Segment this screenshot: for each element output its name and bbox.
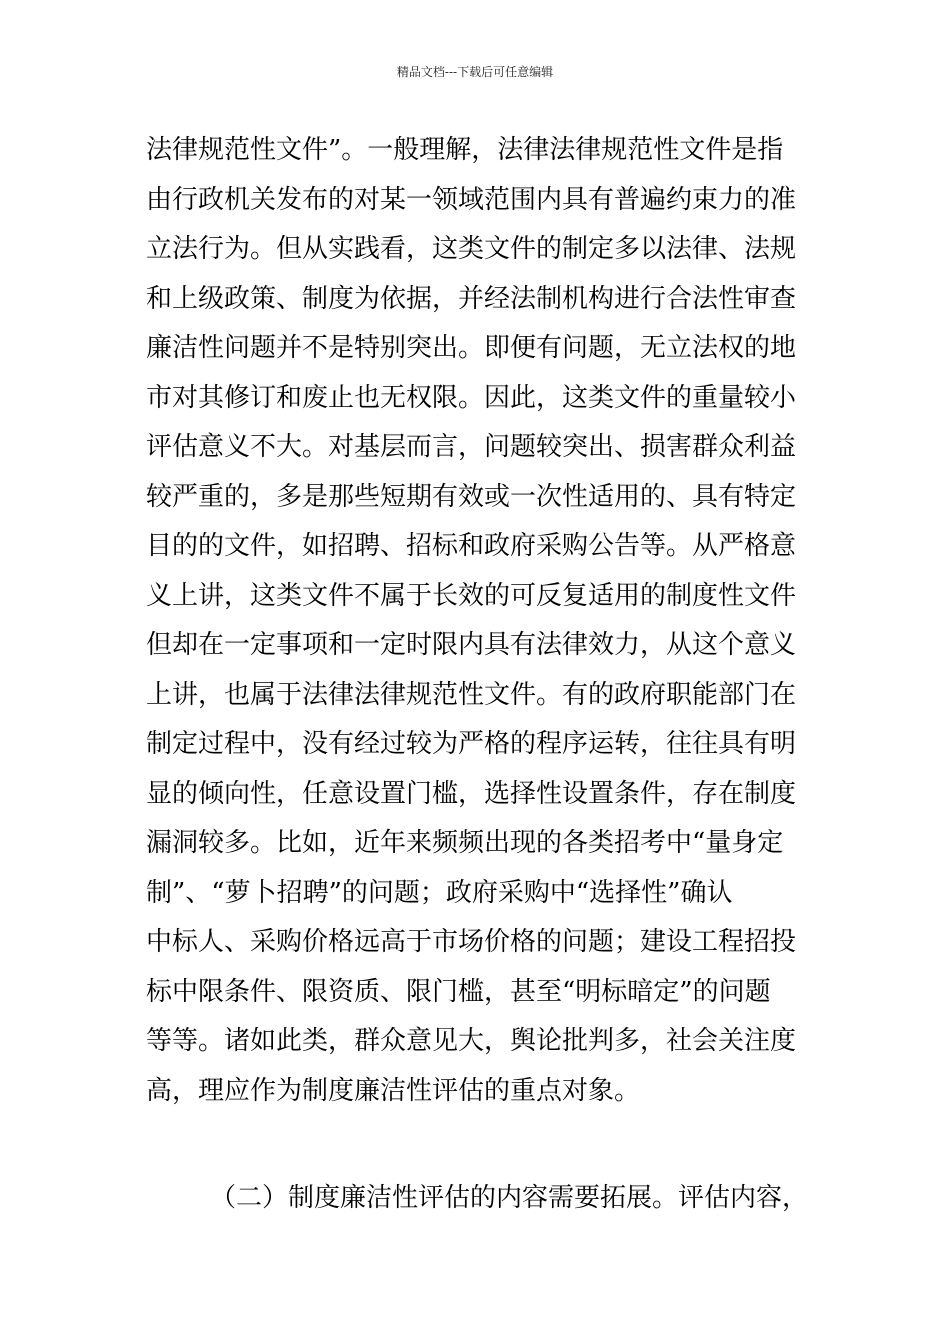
text-line: 中标人、采购价格远高于市场价格的问题；建设工程招投 (146, 927, 797, 957)
page-header: 精品文档---下载后可任意编辑 (396, 65, 554, 79)
text-line: 法律规范性文件”。一般理解，法律法律规范性文件是指 (146, 135, 784, 165)
text-line: 制定过程中，没有经过较为严格的程序运转，往往具有明 (146, 729, 797, 759)
text-line: 显的倾向性，任意设置门槛，选择性设置条件，存在制度 (146, 778, 797, 809)
text-line: 评估意义不大。对基层而言，问题较突出、损害群众利益 (146, 432, 797, 462)
text-line: 但却在一定事项和一定时限内具有法律效力，从这个意义 (146, 630, 797, 660)
text-line: 制”、“萝卜招聘”的问题；政府采购中“选择性”确认 (146, 877, 733, 908)
text-line: 等等。诸如此类，群众意见大，舆论批判多，社会关注度 (146, 1026, 797, 1056)
text-line: 目的的文件，如招聘、招标和政府采购公告等。从严格意 (146, 531, 797, 561)
text-line: 漏洞较多。比如，近年来频频出现的各类招考中“量身定 (146, 828, 784, 858)
text-line: 高，理应作为制度廉洁性评估的重点对象。 (146, 1075, 641, 1106)
section-subheading: （二）制度廉洁性评估的内容需要拓展。评估内容， (210, 1183, 809, 1213)
text-line: 市对其修订和废止也无权限。因此，这类文件的重量较小 (146, 382, 797, 413)
text-line: 上讲，也属于法律法律规范性文件。有的政府职能部门在 (146, 679, 797, 710)
text-line: 标中限条件、限资质、限门槛，甚至“明标暗定”的问题 (146, 976, 771, 1007)
body-paragraph (146, 126, 826, 1116)
text-line: 廉洁性问题并不是特别突出。即便有问题，无立法权的地 (146, 333, 797, 363)
text-line: 和上级政策、制度为依据，并经法制机构进行合法性审查 (146, 283, 797, 314)
text-line: 义上讲，这类文件不属于长效的可反复适用的制度性文件 (146, 580, 797, 611)
text-line: 较严重的，多是那些短期有效或一次性适用的、具有特定 (146, 481, 797, 512)
text-line: 由行政机关发布的对某一领域范围内具有普遍约束力的准 (146, 184, 797, 215)
text-line: 立法行为。但从实践看，这类文件的制定多以法律、法规 (146, 234, 797, 264)
